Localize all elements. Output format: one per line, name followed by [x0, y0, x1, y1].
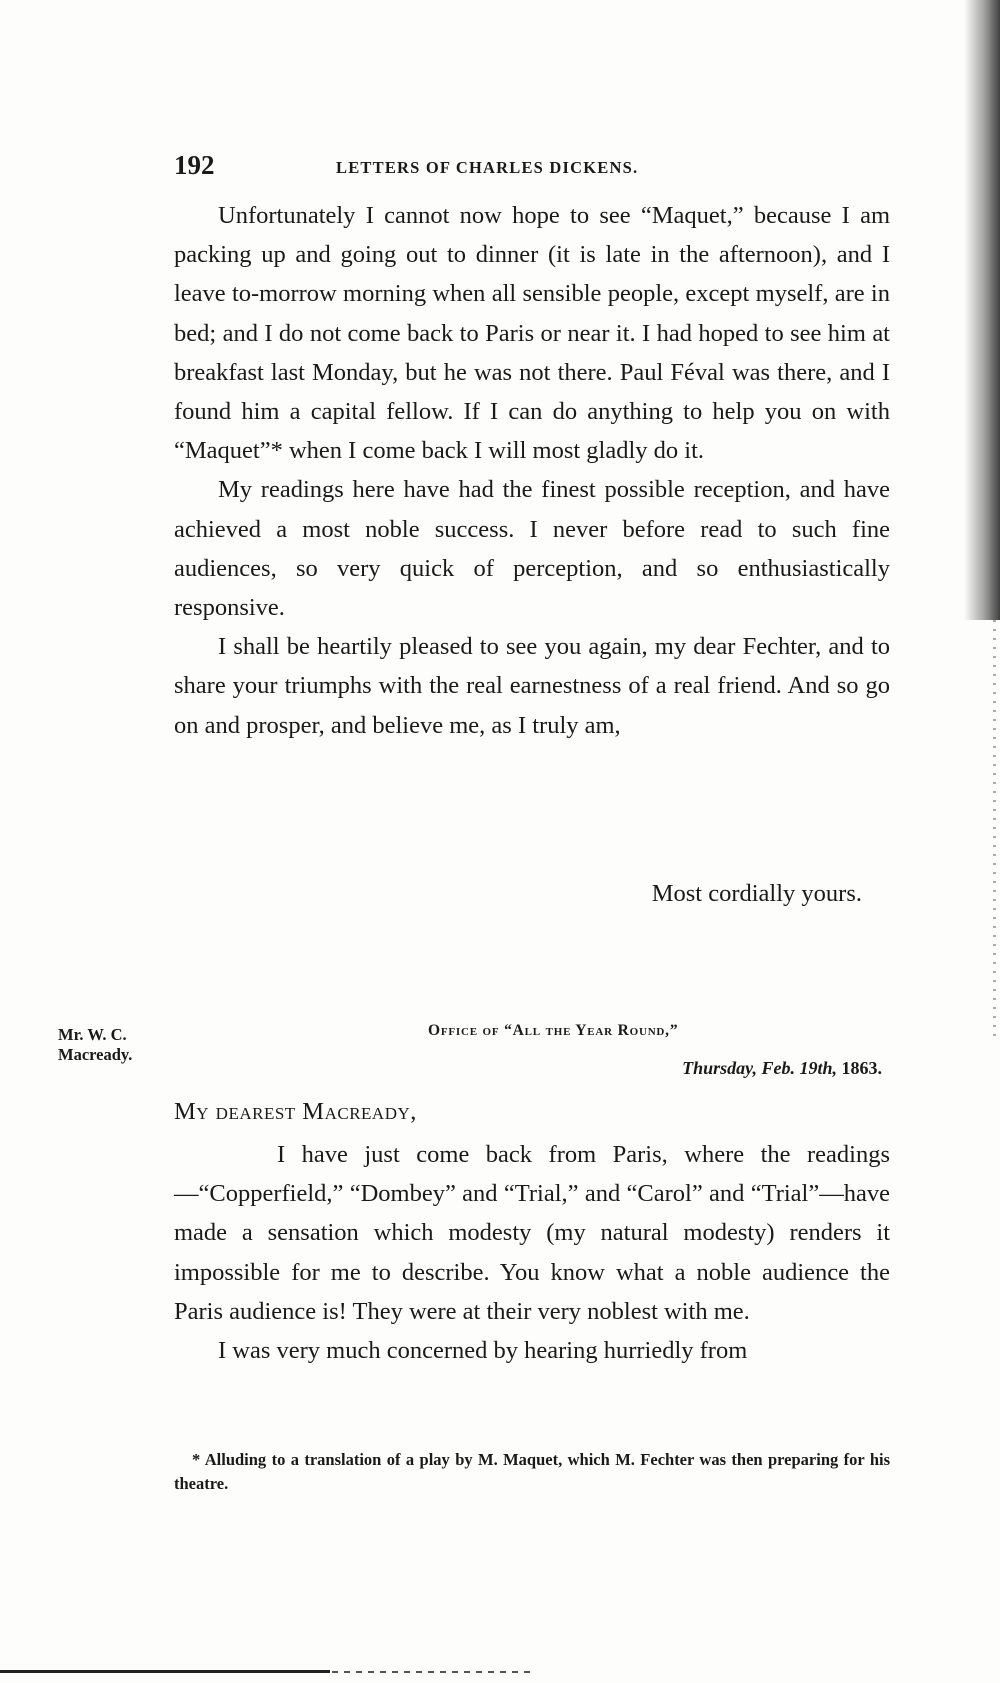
margin-note-recipient: [58, 1025, 132, 1065]
letter-macready-body: [174, 1135, 890, 1370]
paragraph: Unfortunately I cannot now hope to see “Maquet,” because I am packing up and going out to dinner (it is late in the afternoon), and I leave to-morrow morning when all sensible people, except myself, are in bed; and I do not come back to Paris or near it. I had hoped to see him at breakfast last Monday, but he was not there. Paul Féval was there, and I found him a capital fellow. If I can do anything to help you on with “Maquet”* when I come back I will most gladly do it.: [174, 202, 890, 465]
page-edge-speckle: [993, 620, 996, 1040]
letter-fechter-body: [174, 196, 890, 745]
footnote: * Alluding to a translation of a play by M. Maquet, which M. Fechter was then preparing for his theatre.: [174, 1450, 890, 1493]
paragraph: I was very much concerned by hearing hurriedly from: [218, 1337, 748, 1365]
paragraph: I shall be heartily pleased to see you again, my dear Fechter, and to share your triumphs with the real earnestness of a real friend. And so go on and prosper, and believe me, as I truly am,: [174, 633, 890, 739]
closing-signoff: Most cordially yours.: [651, 880, 862, 907]
letter-date-year: 1863.: [841, 1058, 882, 1078]
page-number: 192: [174, 150, 215, 180]
salutation: My dearest Macready,: [174, 1098, 417, 1125]
page-edge-shadow: [964, 0, 1000, 620]
paragraph: I have just come back from Paris, where the readings—“Copperfield,” “Dombey” and “Trial,” and “Carol” and “Trial”—have made a sensation which modesty (my natural modesty) renders it impossible for me to describe. You know what a noble audience the Paris audience is! They were at their very noblest with me.: [174, 1141, 890, 1325]
paragraph: My readings here have had the finest possible reception, and have achieved a most noble success. I never before read to such fine audiences, so very quick of perception, and so enthusiastically responsive.: [174, 476, 890, 622]
bottom-dash: [332, 1671, 532, 1673]
letter-date: [682, 1058, 882, 1079]
letter-address: Office of “All the Year Round,”: [428, 1022, 679, 1039]
letter-date-day: Thursday, Feb. 19th,: [682, 1058, 837, 1078]
bottom-rule: [0, 1670, 330, 1673]
margin-note-line: Mr. W. C.: [58, 1025, 127, 1044]
running-head: LETTERS OF CHARLES DICKENS.: [336, 158, 639, 177]
page-header: [174, 150, 890, 190]
margin-note-line: Macready.: [58, 1045, 133, 1064]
